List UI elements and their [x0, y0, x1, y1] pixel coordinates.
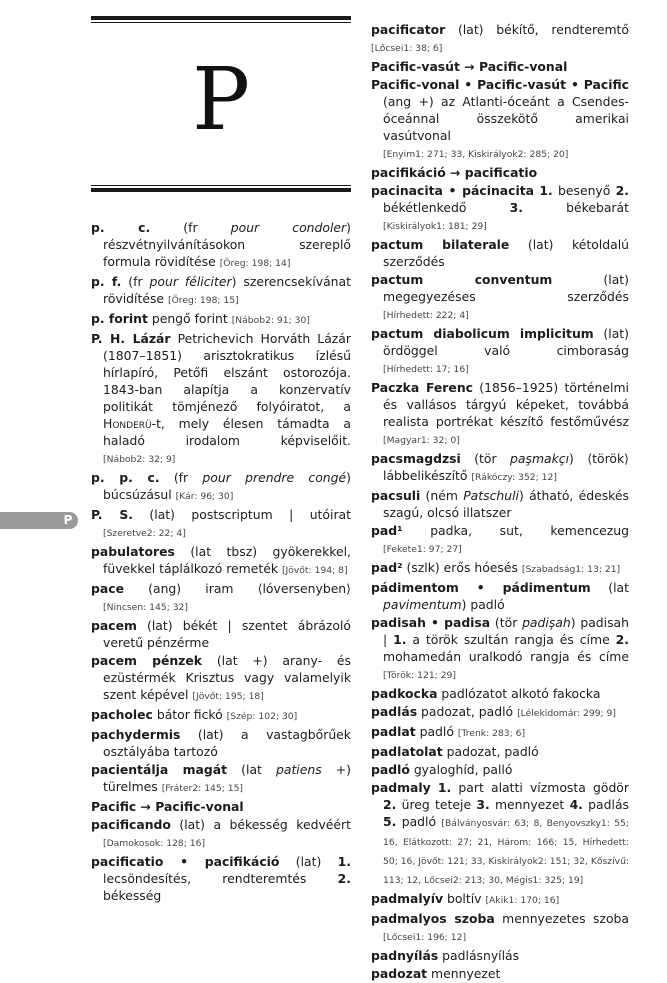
section-letter: P — [192, 50, 250, 150]
entry-text: (szlk) erős hóesés — [402, 560, 522, 575]
entry-text: békebarát — [522, 200, 629, 215]
entry-source: [Kár: 96; 30] — [175, 491, 234, 502]
dictionary-entry — [371, 58, 629, 75]
entry-text: padlás — [582, 797, 629, 812]
entry-text: (1856–1925) történelmi és vallásos tárgyú képeket, továbbá realista portrékat készítő festőművész — [383, 380, 629, 429]
dictionary-entry — [91, 543, 351, 579]
entry-headword: p. c. — [91, 220, 151, 235]
entry-headword: Paczka Ferenc — [371, 380, 473, 395]
entry-text: Honderü — [103, 416, 152, 431]
dictionary-entry — [371, 76, 629, 163]
entry-source: [Nábob2: 91; 30] — [231, 315, 310, 326]
dictionary-entry — [91, 726, 351, 760]
entry-text: (lat) békítő, rendteremtő — [445, 22, 629, 37]
entry-source: [Nábob2: 32; 9] — [103, 454, 176, 465]
entry-text: (ném — [420, 488, 464, 503]
entry-headword: pacinacita • pácinacita — [371, 183, 535, 198]
entry-source: [Lőcsei1: 38; 6] — [371, 43, 443, 54]
entry-text: padló — [415, 724, 458, 739]
entry-headword: padlás — [371, 704, 418, 719]
entry-source: [Hírhedett: 17; 16] — [383, 364, 469, 375]
entry-headword: padkocka — [371, 686, 438, 701]
dictionary-entry — [91, 617, 351, 651]
entry-source: [Rákóczy: 352; 12] — [471, 472, 557, 483]
entry-text: pavimentum — [383, 597, 462, 612]
entry-text: gyaloghíd, palló — [409, 762, 513, 777]
dictionary-entry — [371, 559, 629, 578]
entry-text: -t, mely élesen támadta a haladó irodalom képviselőit. — [103, 416, 351, 448]
entry-text: ) padisah | — [383, 615, 629, 647]
entry-text: pour condoler — [230, 220, 347, 235]
entry-text: ) átható, édeskés szagú, olcsó illatszer — [383, 488, 629, 520]
entry-text: padlásnyílás — [438, 948, 520, 963]
entry-text: (ang) iram ⟨lóversenyben⟩ — [123, 581, 351, 596]
entry-headword: 1. — [337, 854, 351, 869]
dictionary-entry — [371, 614, 629, 684]
entry-text: besenyő — [552, 183, 616, 198]
tab-letter: P — [63, 513, 73, 527]
dictionary-entry — [371, 579, 629, 613]
entry-text: (lat) békét | szentet ábrázoló veretű pénzérme — [103, 618, 351, 650]
entry-headword: padló — [371, 762, 410, 777]
entry-headword: padmaly — [371, 780, 431, 795]
entry-text: Patschuli — [463, 488, 519, 503]
entry-text: mennyezet — [489, 797, 570, 812]
dictionary-entry — [91, 706, 351, 725]
entry-headword: 2. — [615, 183, 629, 198]
dictionary-entry — [91, 506, 351, 542]
entry-text: (lat) megegyezéses szerződés — [383, 272, 629, 304]
dictionary-entry — [371, 325, 629, 378]
entry-headword: pacificatio • pacifikáció — [91, 854, 280, 869]
dictionary-entry — [371, 723, 629, 742]
dictionary-entry — [371, 271, 629, 324]
entry-text: paşmakçı — [510, 451, 570, 466]
entry-headword: pabulatores — [91, 544, 175, 559]
entry-text: padozat, padló — [417, 704, 518, 719]
dictionary-entry — [91, 219, 351, 272]
entry-text: part alatti vízmosta gödör — [451, 780, 629, 795]
entry-headword: Pacific-vasút → Pacific-vonal — [371, 59, 568, 74]
entry-text: padka, sut, kemencezug — [402, 523, 629, 538]
entry-headword: pace — [91, 581, 124, 596]
entry-text: (fr — [121, 274, 150, 289]
dictionary-entry — [91, 798, 351, 815]
entry-text: (lat) a békesség kedvéért — [170, 817, 351, 832]
entry-text: +) türelmes — [103, 762, 351, 794]
entry-headword: padmalyos szoba — [371, 911, 495, 926]
entry-text: padlózatot alkotó fakocka — [437, 686, 601, 701]
letter-thumb-tab — [0, 512, 78, 529]
top-rule — [91, 16, 351, 23]
entry-source: [Szép: 102; 30] — [226, 711, 298, 722]
dictionary-entry — [91, 310, 351, 329]
dictionary-entry — [371, 522, 629, 558]
entry-source: [Török: 121; 29] — [383, 670, 456, 681]
entry-headword: pacem pénzek — [91, 653, 203, 668]
entry-text: padişah — [522, 615, 571, 630]
entry-text: (lat) a vastagbőrűek osztályába tartozó — [103, 727, 351, 759]
entry-headword: 2. — [383, 797, 397, 812]
entry-headword: Pacific-vonal • Pacific-vasút • Pacific — [371, 77, 629, 92]
entry-headword: pactum conventum — [371, 272, 553, 287]
entry-headword: padozat — [371, 966, 428, 981]
entry-headword: 1. — [393, 632, 407, 647]
entry-headword: p. p. c. — [91, 470, 160, 485]
entry-text: (lat) kétoldalú szerződés — [383, 237, 630, 269]
entry-headword: 1. — [539, 183, 553, 198]
entry-headword: pad¹ — [371, 523, 403, 538]
dictionary-entry — [371, 182, 629, 235]
entry-source: [Öreg: 198; 15] — [167, 295, 239, 306]
entry-source: [Hírhedett: 222; 4] — [383, 310, 469, 321]
entry-text: pour prendre congé — [202, 470, 347, 485]
entry-headword: 4. — [569, 797, 583, 812]
entry-source: [Szeretve2: 22; 4] — [103, 528, 186, 539]
entry-source: [Fekete1: 97; 27] — [383, 544, 462, 555]
dictionary-entry — [371, 450, 629, 486]
dictionary-entry — [91, 330, 351, 468]
dictionary-entry — [371, 21, 629, 57]
entry-headword: padnyílás — [371, 948, 439, 963]
entry-text: padozat, padló — [442, 744, 539, 759]
entry-headword: padlatolat — [371, 744, 443, 759]
entry-text: békétlenkedő — [383, 200, 510, 215]
entry-text: (fr — [150, 220, 231, 235]
entry-headword: p. forint — [91, 311, 148, 326]
dictionary-entry — [371, 236, 629, 270]
entry-text: padló — [396, 814, 442, 829]
entry-source: [Öreg: 198; 14] — [219, 258, 291, 269]
entry-text: a török szultán rangja és címe — [406, 632, 616, 647]
entry-source: [Nincsen: 145; 32] — [103, 602, 188, 613]
entry-text: ) szerencsekívánat rövidítése — [103, 274, 351, 306]
entry-source: [Bálványosvár: 63; 8, Benyovszky1: 55; 16, Elátkozott: 27; 21, Három: 166; 15, Hírhedett: 50; 16, Jövőt: 121; 33, Kiskirályok2: 151; 32, Kőszívű: 113; 12, Lőcsei2: 213; 30, Mégis1: 325; 19] — [383, 818, 630, 886]
entry-headword: P. S. — [91, 507, 133, 522]
dictionary-entry — [371, 965, 629, 982]
dictionary-entry — [371, 379, 629, 449]
entry-source: [Lőcsei1: 196; 12] — [383, 932, 467, 943]
entry-source: [Jövőt: 194; 8] — [281, 565, 348, 576]
entry-text: (lat — [590, 580, 630, 595]
entry-text: mennyezet — [427, 966, 501, 981]
left-column — [91, 219, 351, 905]
entry-headword: pacificando — [91, 817, 171, 832]
entry-headword: 3. — [476, 797, 490, 812]
entry-text: ) ⟨török⟩ lábbelikészítő — [383, 451, 629, 483]
entry-text: (lat) ördöggel való cimboraság — [383, 326, 629, 358]
entry-text: lecsöndesítés, rendteremtés — [103, 871, 338, 886]
entry-text: (lat — [227, 762, 276, 777]
entry-text: boltív — [443, 891, 486, 906]
entry-headword: Pacific → Pacific-vonal — [91, 799, 244, 814]
entry-source: [Trenk: 283; 6] — [457, 728, 526, 739]
entry-text: (lat) postscriptum | utóirat — [132, 507, 351, 522]
dictionary-entry — [371, 487, 629, 521]
entry-text: üreg teteje — [396, 797, 477, 812]
entry-headword: 2. — [337, 871, 351, 886]
entry-source: [Damokosok: 128; 16] — [103, 838, 206, 849]
dictionary-entry — [371, 779, 629, 889]
entry-text: (lat +) arany- és ezüstérmék Krisztus vagy valamelyik szent képével — [103, 653, 352, 702]
entry-text — [431, 780, 438, 795]
entry-text: békesség — [103, 888, 162, 903]
entry-headword: 2. — [615, 632, 629, 647]
dictionary-entry — [91, 816, 351, 852]
dictionary-entry — [91, 652, 351, 705]
entry-headword: pacientálja magát — [91, 762, 228, 777]
entry-text: (tör — [460, 451, 511, 466]
entry-headword: pacem — [91, 618, 137, 633]
dictionary-entry — [371, 164, 629, 181]
dictionary-entry — [91, 580, 351, 616]
entry-headword: 1. — [437, 780, 452, 795]
entry-headword: pachydermis — [91, 727, 181, 742]
entry-text: (tör — [490, 615, 523, 630]
dictionary-entry — [91, 761, 351, 797]
dictionary-entry — [371, 761, 629, 778]
entry-headword: pacifikáció → pacificatio — [371, 165, 538, 180]
entry-headword: pad² — [371, 560, 403, 575]
entry-text: pengő forint — [147, 311, 232, 326]
entry-text: (lat) — [279, 854, 338, 869]
entry-text: (fr — [159, 470, 203, 485]
entry-headword: 3. — [509, 200, 523, 215]
entry-text: (lat tbsz) gyökerekkel, füvekkel táplálkozó remeték — [103, 544, 351, 576]
entry-headword: P. H. Lázár — [91, 331, 171, 346]
entry-source: [Szabadság1: 13; 21] — [521, 564, 621, 575]
entry-text: patiens — [275, 762, 322, 777]
dictionary-entry — [371, 910, 629, 946]
entry-headword: padmalyív — [371, 891, 444, 906]
entry-headword: 5. — [383, 814, 397, 829]
bottom-rule — [91, 185, 351, 192]
entry-source: [Kiskirályok1: 181; 29] — [383, 221, 487, 232]
dictionary-entry — [371, 890, 629, 909]
entry-source: [Akik1: 170; 16] — [485, 895, 560, 906]
entry-source: [Enyim1: 271; 33, Kiskirályok2: 285; 20] — [383, 149, 569, 160]
dictionary-entry — [91, 273, 351, 309]
entry-headword: pacificator — [371, 22, 446, 37]
dictionary-entry — [91, 469, 351, 505]
entry-headword: pádimentom • pádimentum — [371, 580, 591, 595]
entry-text: ) búcsúzásul — [103, 470, 351, 502]
entry-text: ) részvétnyilvánításokon szereplő formula rövidítése — [103, 220, 351, 269]
entry-headword: pactum bilaterale — [371, 237, 510, 252]
entry-headword: padisah • padisa — [371, 615, 491, 630]
entry-source: [Jövőt: 195; 18] — [192, 691, 264, 702]
entry-text: (ang +) az Atlanti-óceánt a Csendes-óceánnal összekötő amerikai vasútvonal — [383, 94, 629, 143]
entry-source: [Fráter2: 145; 15] — [161, 783, 244, 794]
entry-source: [Lélekidomár: 299; 9] — [517, 708, 616, 719]
dictionary-entry — [371, 703, 629, 722]
entry-text: Petrichevich Horváth Lázár (1807–1851) arisztokratikus ízlésű hírlapíró, Petőfi elszánt ostorozója. 1843-ban alapítja a konzervatív politikát tömjénező folyóiratot, a — [103, 331, 351, 414]
right-column — [371, 21, 629, 983]
entry-headword: padlat — [371, 724, 416, 739]
entry-text: mennyezetes szoba — [494, 911, 629, 926]
dictionary-entry — [371, 685, 629, 702]
entry-headword: p. f. — [91, 274, 122, 289]
entry-text: bátor fickó — [152, 707, 227, 722]
dictionary-entry — [371, 947, 629, 964]
entry-headword: pacholec — [91, 707, 153, 722]
entry-headword: pacsuli — [371, 488, 421, 503]
entry-headword: pactum diabolicum implicitum — [371, 326, 594, 341]
dictionary-entry — [91, 853, 351, 904]
entry-text: ) padló — [461, 597, 505, 612]
entry-text: pour féliciter — [149, 274, 232, 289]
entry-source: [Magyar1: 32; 0] — [383, 435, 460, 446]
letter-header — [91, 0, 351, 205]
entry-headword: pacsmagdzsi — [371, 451, 461, 466]
entry-text: mohamedán uralkodó rangja és címe — [383, 649, 629, 664]
dictionary-entry — [371, 743, 629, 760]
